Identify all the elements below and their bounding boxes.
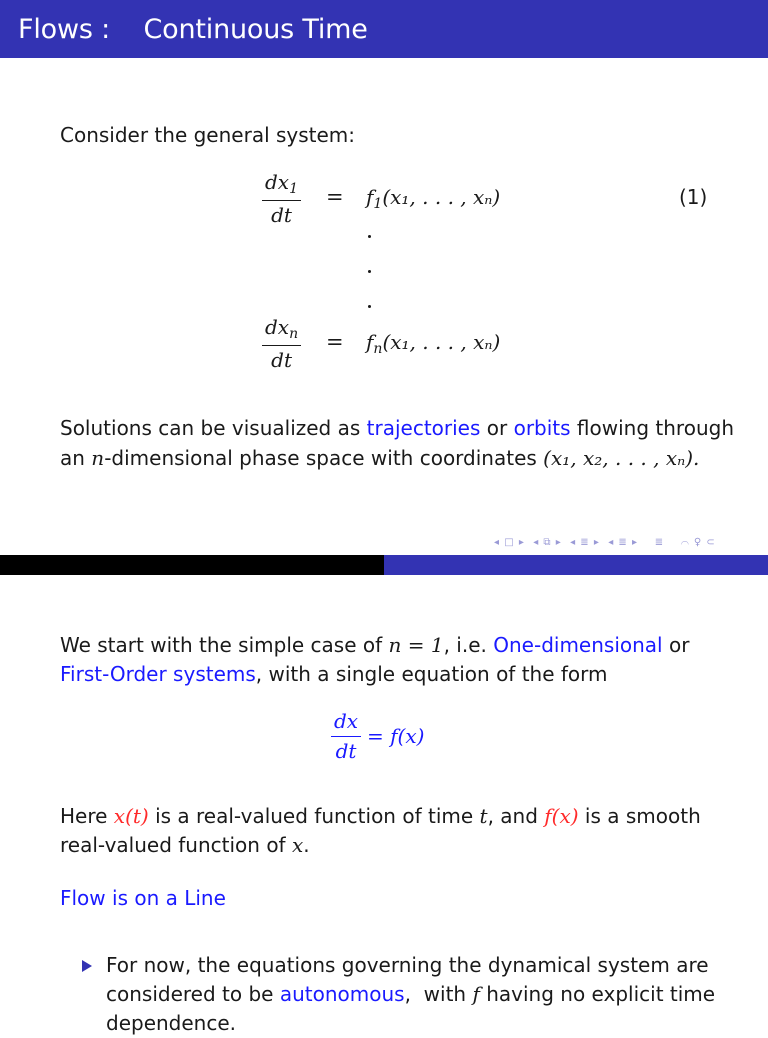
intro-line-1: We start with the simple case of n = 1, i.e. One-dimensional or [60,633,690,657]
eq1-lhs-fraction [262,170,301,227]
trajectories-link[interactable]: trajectories [366,416,481,440]
solutions-line-1: Solutions can be visualized as trajectories or orbits flowing through [60,416,734,440]
slide-separator-dark [0,555,384,575]
vdot [368,305,371,308]
bullet-line-3: dependence. [106,1011,237,1035]
bullet-line-2: considered to be autonomous, with f having no explicit time [106,982,716,1006]
section-heading: Flow is on a Line [60,886,226,910]
intro-line-2: First-Order systems, with a single equation of the form [60,662,608,686]
ode-numerator: dx [334,709,359,733]
eq-number: (1) [679,185,708,209]
eq1-denominator: dt [271,203,292,227]
bullet-line-1: For now, the equations governing the dynamical system are [106,953,709,977]
intro-text: Consider the general system: [60,123,356,147]
orbits-link[interactable]: orbits [513,416,571,440]
eq1-equals: = [326,185,344,209]
here-line-1: Here x(t) is a real-valued function of time t, and f(x) is a smooth [60,804,701,828]
eqn-denominator: dt [271,348,292,372]
vdot [368,235,371,238]
ode-fraction [331,709,361,763]
eqn-numerator: $dx_n$ [265,315,299,342]
eqn-equals: = [326,330,344,354]
eqn-rhs: $f_n(x_1$, . . . , xₙ) [366,330,501,357]
autonomous-link[interactable]: autonomous [279,982,405,1006]
ode-denominator: dt [335,739,357,763]
bullet-triangle-icon [82,960,92,972]
vdot [368,270,371,273]
one-dimensional-link[interactable]: One-dimensional [493,633,663,657]
solutions-line-2: an n-dimensional phase space with coordinates (x₁, x₂, . . . , xₙ). [60,446,700,470]
beamer-nav-controls[interactable]: ◂ □ ▸ ◂ ⧉ ▸ ◂ ≣ ▸ ◂ ≣ ▸ ≣ ⌒ ♀ ⊂ [494,537,716,548]
ode-rhs: = f(x) [367,724,425,748]
here-line-2: real-valued function of x. [60,833,310,857]
eq1-rhs: $f_1(x_1$, . . . , xₙ) [366,185,501,212]
eq1-numerator: $dx_1$ [265,170,299,197]
eqn-lhs-fraction [262,315,301,372]
slide-separator-blue [384,555,768,575]
first-order-link[interactable]: First-Order systems [60,662,256,686]
slide-title: Flows : Continuous Time [18,14,368,45]
